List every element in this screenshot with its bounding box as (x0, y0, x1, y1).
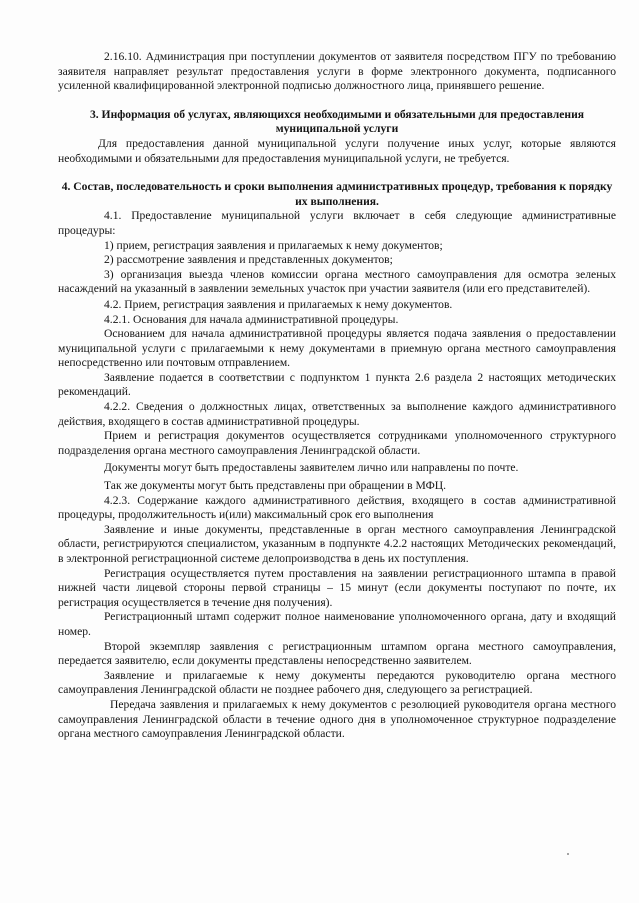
scan-speck (567, 853, 569, 855)
paragraph-2-16-10: 2.16.10. Администрация при поступлении документов от заявителя посредством ПГУ по требованию заявителя направляет результат предоставления услуги в форме электронного документа, подписанного усиленной квалифицированной электронной подписью должностного лица, принявшего решение. (58, 50, 616, 93)
paragraph-transfer: Передача заявления и прилагаемых к нему документов с резолюцией руководителя органа местного самоуправления Ленинградской области в течение одного дня в уполномоченное структурное подразделение органа местного самоуправления Ленинградской области. (58, 697, 616, 741)
section-3-heading: 3. Информация об услугах, являющихся необходимыми и обязательными для предоставления муниципальной услуги (89, 107, 585, 136)
paragraph-reception: Прием и регистрация документов осуществляется сотрудниками уполномоченного структурного подразделения органа местного самоуправления Ленинградской области. (58, 429, 616, 457)
document-body (58, 50, 616, 742)
spacer (58, 94, 616, 108)
paragraph-4-2-1: 4.2.1. Основания для начала административной процедуры. (104, 312, 399, 326)
paragraph-second-copy: Второй экземпляр заявления с регистрационным штампом органа местного самоуправления, передается заявителю, если документы представлены непосредственно заявителем. (58, 639, 616, 668)
paragraph-stamp: Регистрационный штамп содержит полное наименование уполномоченного органа, дату и входящий номер. (58, 610, 616, 638)
paragraph-submitted: Заявление подается в соответствии с подпунктом 1 пункта 2.6 раздела 2 настоящих методических рекомендаций. (58, 370, 616, 399)
paragraph-4-2-2: 4.2.2. Сведения о должностных лицах, ответственных за выполнение каждого административного действия, входящего в состав административной процедуры. (58, 400, 616, 428)
spacer (58, 166, 616, 180)
paragraph-4-1: 4.1. Предоставление муниципальной услуги включает в себя следующие административные процедуры: (58, 209, 616, 237)
paragraph-registered: Заявление и иные документы, представленные в орган местного самоуправления Ленинградской области, регистрируются специалистом, указанным в подпункте 4.2.2 настоящих Методических рекомендаций, в электронной регистрационной системе делопроизводства в день их поступления. (58, 522, 616, 565)
list-item-2: 2) рассмотрение заявления и представленных документов; (104, 253, 393, 267)
paragraph-to-head: Заявление и прилагаемые к нему документы передаются руководителю органа местного самоуправления Ленинградской области не позднее рабочего дня, следующего за регистрацией. (58, 668, 616, 697)
section-4-heading: 4. Состав, последовательность и сроки выполнения административных процедур, требования к порядку их выполнения. (61, 180, 613, 208)
paragraph-4-2-3: 4.2.3. Содержание каждого административного действия, входящего в состав административной процедуры, продолжительность и(или) максимальный срок его выполнения (58, 493, 616, 522)
paragraph-registration: Регистрация осуществляется путем проставления на заявлении регистрационного штампа в правой нижней части лицевой стороны первой страницы – 15 минут (если документы поступают по почте, их регистрация осуществляется в течение дня получения). (58, 566, 616, 609)
paragraph-basis: Основанием для начала административной процедуры является подача заявления о предоставлении муниципальной услуги с прилагаемыми к нему документами в приемную органа местного самоуправления непосредственно или почтовым отправлением. (58, 327, 616, 370)
list-item-1: 1) прием, регистрация заявления и прилагаемых к нему документов; (104, 238, 443, 252)
section-3-text: Для предоставления данной муниципальной услуги получение иных услуг, которые являются необходимыми и обязательными для предоставления муниципальной услуги, не требуется. (58, 136, 616, 165)
paragraph-4-2: 4.2. Прием, регистрация заявления и прилагаемых к нему документов. (104, 297, 453, 311)
paragraph-by-mail: Документы могут быть предоставлены заявителем лично или направлены по почте. (104, 461, 519, 475)
paragraph-mfc: Так же документы могут быть представлены при обращении в МФЦ. (104, 479, 447, 493)
list-item-3: 3) организация выезда членов комиссии органа местного самоуправления для осмотра зеленых насаждений на указанный в заявлении земельных участок при участии заявителя (или его представителей). (58, 267, 616, 296)
